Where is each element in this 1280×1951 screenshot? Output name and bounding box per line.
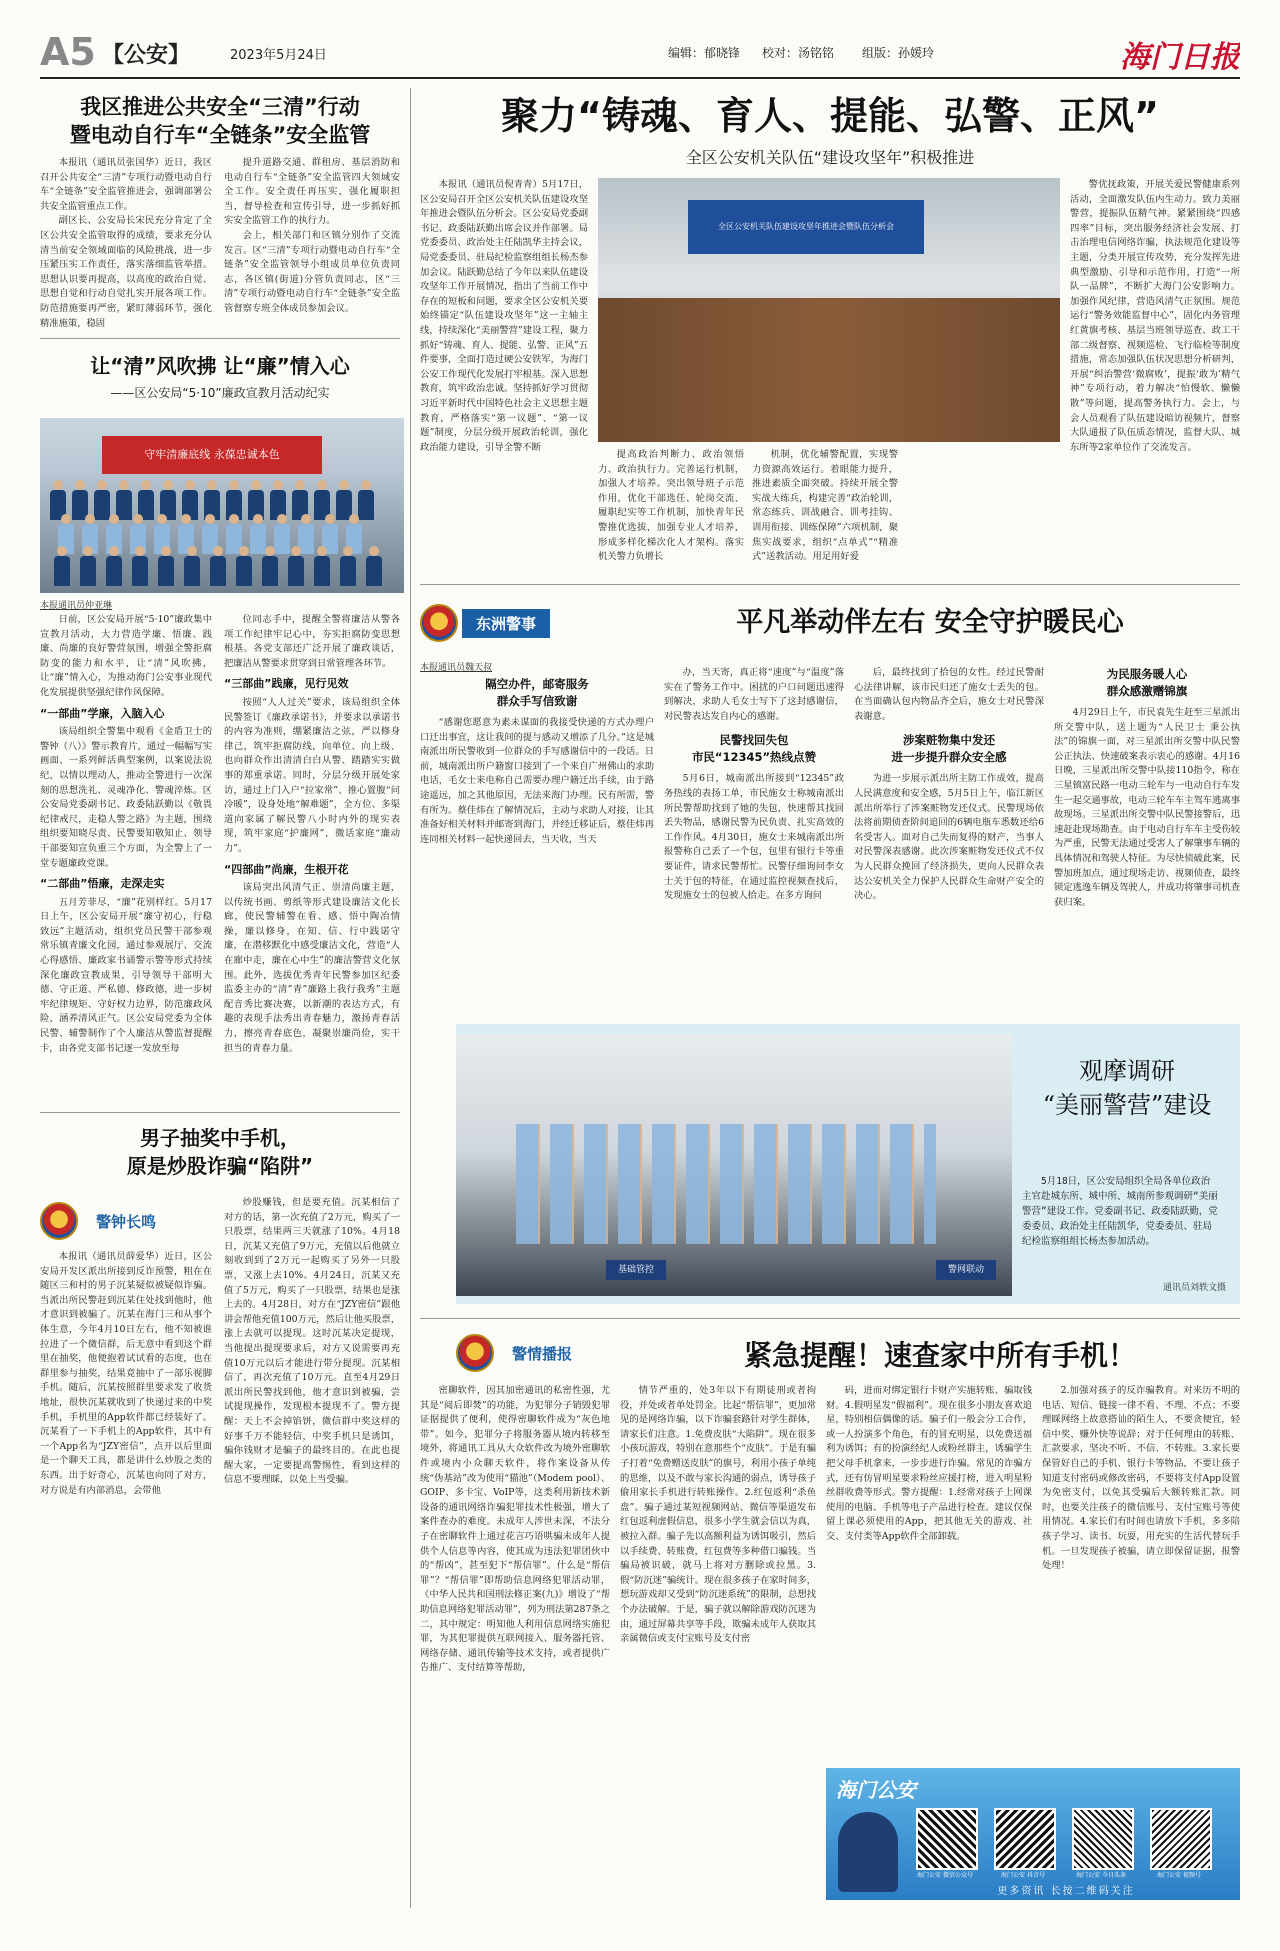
police-badge-icon: [420, 604, 458, 642]
meeting-tables: [598, 298, 1060, 442]
divider: [420, 584, 1240, 585]
art2-subtitle: 全区公安机关队伍“建设攻坚年”积极推进: [685, 148, 975, 167]
qr-code[interactable]: [1072, 1808, 1134, 1870]
qr-label: 海门公安 抖音号: [1001, 1872, 1045, 1879]
police-photo: [456, 1034, 1012, 1296]
qr-label: 海门公安 今日头条: [1076, 1872, 1126, 1879]
art4-col3: 后，最终找到了拾包的女性。经过民警耐心法律讲解，该市民归还了施女士丢失的包。在当面确认包内物品齐全后，施女士对民警深表谢意。 涉案赃物集中发还 进一步提升群众安全感 为进一步展示派出所主防工作成效，提高人民满意度和安全感，5月5日上午，临江新区派出所举行了涉案赃物发还仪式。民警现场依法将前期侦查阶间追回的6辆电瓶车悉数还给6名受害人。面对自己失而复得的财产，当事人对民警深表感谢。此次涉案赃物发还仪式不仅为人民群众挽回了经济损失，更向人民群众表达公安机关全力保护人民群众生命财产安全的决心。: [854, 667, 1044, 902]
police-badge-icon: [456, 1334, 494, 1372]
qr-code[interactable]: [1150, 1808, 1212, 1870]
group-photo: [40, 418, 404, 593]
page-header: [40, 30, 1240, 76]
art3-subtitle: ——区公安局“5·10”廉政宣教月活动纪实: [110, 386, 330, 400]
divider: [40, 338, 400, 339]
art4-col4: 为民服务暖人心 群众感激赠锦旗 4月29日上午，市民袁先生赶至三星派出所交警中队，送上题为“人民卫士 秉公执法”的锦旗一面，对三星派出所交警中队民警公正执法、快速破案表示衷心的感谢。4月16日晚，三星派出所交警中队接110指令，称在三星镇富民路一电动三轮车与一电动自行车发生一起交通事故，电动三轮车车主驾车逃离事故现场。三星派出所交警中队民警接警后，迅速赶赴现场勘查。由于电动自行车车主受伤较为严重，民警无法通过受害人了解肇事车辆的具体情况和驾驶人特征。为尽快侦破此案，民警加班加点，通过现场走访、视频侦查，最终锁定逃逸车辆及驾驶人，并成功将肇事司机查获归案。: [1054, 667, 1240, 908]
art7-headline: 紧急提醒！速查家中所有手机！: [743, 1339, 1136, 1372]
column-rule: [410, 88, 411, 1908]
art7-col4: 2.加强对孩子的反诈骗教育。对来历不明的电话、短信、链接一律不看、不理、不点；不要理睬网络上故意搭讪的陌生人，不要贪便宜，轻信中奖、赚外快等说辞；对于任何理由的转账、汇款要求，坚决不听、不信、不转账。3.家长要保管好自己的手机、银行卡等物品，不要让孩子知道支付密码或修改密码，不要将支付App设置为免密支付，以免其受骗后大额转账汇款。同时，也要关注孩子的微信账号、支付宝账号等使用情况。4.家长们有时间也请放下手机，多多陪孩子学习、读书、玩耍，用充实的生活代替玩手机。一旦发现孩子被骗，请立即保留证据，报警处理！: [1042, 1385, 1240, 1572]
crowd: [50, 480, 394, 590]
divider: [40, 1112, 400, 1113]
art7-col3: 码，进而对绑定银行卡财产实施转账、骗取钱财。4.假明星发“假福利”。现在很多小朋友喜欢追星，特别相信偶像的话。骗子们一般会分工合作，或一人扮演多个角色，有的冒充明星，以免费送福利为诱饵；有的扮演经纪人或粉丝群主，诱骗学生把父母手机拿来，一步步进行诈骗。常见的诈骗方式，还有仿冒明星要求粉丝应援打榜，进入明星粉丝群收费等形式。警方提醒：1.经常对孩子上网课使用的电脑、手机等电子产品进行检查。建议仅保留上课必须使用的App，把其他无关的游戏、社交、支付类等App软件全部卸载。: [826, 1385, 1032, 1542]
art1-headline: 我区推进公共安全“三清”行动 暨电动自行车“全链条”安全监管: [69, 95, 371, 147]
art4-headline: 平凡举动伴左右 安全守护暖民心: [736, 607, 1124, 638]
art3-headline: 让“清”风吹拂 让“廉”情入心: [90, 354, 350, 378]
newspaper-logo: 海门日报: [1120, 40, 1240, 75]
art2-col3: 机制，优化辅警配置，实现警力资源高效运行。着眼能力提升，推进素质全面突破。持续开展全警实战大练兵，构建完善“政治轮训，常态练兵、训战融合、训考挂钩、训用衔接、训练保障”六项机制，聚焦实战要求，组织“点单式”“精准式”送教活动。用足用好爱: [752, 449, 898, 563]
art2-col2: 提高政治判断力、政治领悟力、政治执行力。完善运行机制，加强人才培养。突出领导班子示范作用，优化干部选任、轮岗交流、履职纪实等工作机制，加快青年民警推优选拔，加强专业人才培养，形成多样化梯次化人才架构。落实机关警力负增长: [598, 449, 744, 563]
editor-credit: 编辑：郁晓锋: [668, 46, 741, 60]
art3-byline: 本报通讯员仲亚琳: [40, 601, 113, 611]
art2-col4: 警优抚政策，开展关爱民警健康系列活动，全面激发队伍内生动力。致力美丽警营，提振队伍精气神。紧紧围绕“四感四率”目标，突出服务经济社会发展、打击治理电信网络诈骗，执法规范化建设等主题，分类开展宣传攻势，充分发挥先进典型激励、引导和示范作用，打造“一所队一品牌”，不断扩大海门公安影响力。加强作风纪律，营造风清气正氛围。规范运行“警务效能监督中心”，固化内务管理红黄旗考核、基层当班领导巡查、政工干部二级督察、视频巡检、飞行临检等制度措施，常态加强队伍状况思想分析研判，开展“纠治警营‘微腐败’，提振‘敢为’精气神”专项行动，着力解决“怕慢软、懒懒散”等问题，提高警务执行力。会上，与会人员观看了队伍建设暗访视频片，督察大队通报了队伍质态情况，监督大队、城东所等2家单位作了交流发言。: [1070, 179, 1240, 453]
art2-headline: 聚力“铸魂、育人、提能、弘警、正风”: [501, 94, 1159, 138]
art1-col2: 提升道路交通、群租房、基层消防和电动自行车“全链条”安全监管四大领域安全工作。安全责任再压实，强化履职担当，督导检查和宣传引导，进一步抓好抓实安全监管工作的执行力。 会上，相关部门和区镇分别作了交流发言。区“三清”专项行动暨电动自行车“全链条”安全监管领导小组成员单位负责同志，各区镇(街道)分管负责同志，区“三清”专项行动暨电动自行车“全链条”安全监管督察专班全体成员参加会议。: [224, 157, 400, 314]
art6-section-tag: 警钟长鸣: [40, 1202, 170, 1240]
art1-col1: 本报讯（通讯员张国华）近日，我区召开公共安全“三清”专项行动暨电动自行车“全链条”安全监管推进会，强调部署公共安全监管重点工作。 副区长、公安局长宋民充分肯定了全区公共安全监管取得的成绩，要求充分认清当前安全领域面临的风险挑战，进一步压紧压实工作责任，落实落细监管举措。思想认识要再提高，以高度的政治自觉、思想自觉和行动自觉扎实开展各项工作。防范措施要再严密，紧盯薄弱环节，强化精准施策，稳固: [40, 157, 212, 328]
photo-banner: 守牢清廉底线 永葆忠诚本色: [102, 436, 322, 474]
qr-label: 海门公安 微信公众号: [917, 1872, 973, 1879]
promo-banner: [826, 1768, 1240, 1900]
art7-col1: 密聊软件，因其加密通讯的私密性强，尤其是“阅后即焚”的功能，为犯罪分子销毁犯罪证据提供了便利，使得密聊软件成为“灰色地带”。如今，犯罪分子将服务器从境内转移至境外，将通讯工具从大众软件改为境外密聊软件或境内小众聊天软件，将作案设备从传统“伪基站”改为使用“猫池”（Modem pool）、GOIP、多卡宝、VoIP等，这类利用新技术新设备的通讯网络诈骗犯罪技术性极强，增大了案件查办的难度。未成年人涉世未深，不法分子在密聊软件上通过花言巧语哄骗未成年人提供个人信息等内容，使其成为违法犯罪团伙中的“帮凶”，甚至犯下“帮信罪”。什么是“帮信罪”？“帮信罪”即帮助信息网络犯罪活动罪，《中华人民共和国刑法修正案(九)》增设了“帮助信息网络犯罪活动罪”，列为刑法第287条之二，其中规定：明知他人利用信息网络实施犯罪，为其犯罪提供互联网接入、服务器托管、网络存储、通讯传输等技术支持，或者提供广告推广、支付结算等帮助，: [420, 1385, 610, 1674]
art6-headline: 男子抽奖中手机， 原是炒股诈骗“陷阱”: [126, 1126, 314, 1178]
mascot: [838, 1812, 898, 1892]
art7-col2: 情节严重的，处3年以下有期徒刑或者拘役，并处或者单处罚金。比起“帮信罪”，更加常见的是网络诈骗，以下诈骗套路针对学生群体，请家长们注意。1.免费皮肤“大陷阱”。现在很多小孩玩游戏，特别在意那些个“皮肤”。于是有骗子打着“免费赠送皮肤”的旗号，利用小孩子单纯的思维，以及不敢与家长沟通的弱点，诱导孩子偷用家长手机进行转账操作。2.红包返利“杀鱼盘”。骗子通过某短视频网站、微信等渠道发布红包返利虚假信息，很多小学生就会信以为真，被拉入群。骗子先以高额利益为诱饵吸引，然后以手续费、转账费，红包费等多种借口骗钱。当骗局被识破，就马上将对方删除或拉黑。3.假“防沉迷”骗统计。现在很多孩子在家时间多，想玩游戏却又受到“防沉迷系统”的限制，总想找个办法破解。于是，骗子就以解除游戏防沉迷为由，通过屏幕共享等手段，欺骗未成年人获取其亲属微信或支付宝账号及支付密: [620, 1385, 816, 1645]
art4-byline: 本报通讯员魏天叔: [420, 663, 493, 673]
meeting-photo: [598, 178, 1060, 442]
meeting-screen: 全区公安机关队伍建设攻坚年推进会暨队伍分析会: [688, 200, 924, 254]
art4-col2: 办，当天寄，真正将“速度”与“温度”落实在了警务工作中。困扰的户口问题迅速得到解决，求助人毛女士写下了这封感谢信，对民警表达发自内心的感谢。 民警找回失包 市民“12345”热线点赞 5月6日，城南派出所接到“12345”政务热线的表扬工单，市民施女士称城南派出所民警帮助找到了她的失包，快速帮其找回丢失物品，感谢民警为民负责、扎实高效的工作作风。4月30日，施女士来城南派出所报警称自己丢了一个包，包里有银行卡等重要证件，请求民警帮忙。民警仔细询问李女士关于包的特征，在通过监控视频查找后，发现施女士的包被人拾走。在多方询问: [664, 667, 844, 902]
issue-date: 2023年5月24日: [230, 48, 327, 63]
proofreader-credit: 校对：汤铭铭: [762, 46, 835, 60]
police-badge-icon: [40, 1202, 78, 1240]
qr-label: 海门公安 视频号: [1157, 1872, 1201, 1879]
art6-col1: 本报讯（通讯员薛爱华）近日，区公安局开发区派出所接到反诈预警，粗在在随区三和村的男子沉某疑似被疑似诈骗。当派出所民警赶到沉某住处找到他时，他才意识到被骗了。沉某在海门三和从事个体生意，今年4月10日左右，他不知被谁拉进了一个微信群，后无意中看到这个群里在抽奖，他便抱着试试看的态度，也在群里参与抽奖，结果竟抽中了一部乐视脚手机。随后，沉某按照群里要求发了收货地址，很快沉某就收到了快递过来的中奖手机，手机里的App软件都已经装好了。沉某看了一下手机上的App软件，其中有一个App名为“JZY密信”，点开以后里面是一个聊天工具，都是讲什么炒股之类的东西。出于好奇心，沉某也向同了对方，对方说是有内部消息，会带他: [40, 1251, 212, 1496]
sign-board: 警网联动: [936, 1260, 996, 1280]
officer: [516, 1124, 936, 1244]
header-rule: [40, 77, 1240, 79]
art3-col2: 位同志手中，提醒全警将廉洁从警各项工作纪律牢记心中，夯实拒腐防变思想根基。各党支部还广泛开展了廉政谈话，把廉洁从警要求贯穿到日常管理各环节。 “三部曲”践廉，见行见效 按照“人人过关”要求，该局组织全体民警签订《廉政承诺书》，并要求以承诺书的内容为准则，绷紧廉洁之弦，严以修身律己，筑牢拒腐防线，向单位、向上级、也向群众作出清清白白从警、踏踏实实做事的郑重承诺。同时，分层分级开展处家访，通过上门入户“拉家常”、推心置腹“问冷暖”，设身处地“解难题”，全方位、多渠道向家属了解民警八小时内外的现实表现，筑牢家庭“护廉网”，微话家庭“廉动力”。 “四部曲”尚廉，生根开花 该局突出风清气正、崇清尚廉主题，以传统书画、剪纸等形式建设廉洁文化长廊，使民警辅警在看、感、悟中陶冶情操，廉以修身，在知、信、行中践诺守廉，在潜移默化中感受廉洁文化，营造“人在廊中走，廉在心中生”的廉洁警营文化氛围。此外，选拔优秀青年民警参加区纪委监委主办的“清”青”廉路上我行我秀”主题配音秀比赛决赛，以新潮的表达方式，有趣的表现手法秀出青春魅力，激扬青春活力，擦亮青春底色，凝聚崇廉尚俭，实干担当的青春力量。: [224, 614, 400, 1054]
art6-col2: 炒股赚钱，但是要充值。沉某相信了对方的话，第一次充值了2万元，购买了一只股票，结果两三天就涨了10%。4月18日，沉某又充值了9万元，充值以后他就立刻收到到了2万元一起购买了另外一只股票，又涨上去10%。4月24日，沉某又充值了5万元，购买了一只股票，结果也是涨上去的。4月28日，对方在“JZY密信”跟他讲会帮他充值100万元，然后让他买股票，涨上去就可以提现。这时沉某决定提现，当他提出提现要求后，对方又说需要再充值10万元以后才能进行带分提现。沉某相信了，再次充值了10万元。直至4月29日派出所民警找到他，他才意识到被骗，尝试提现操作，发现根本提现不了。警方提醒：天上不会掉馅饼，微信群中奖这样的好事千万不能轻信，中奖手机只是诱饵，骗你钱财才是骗子的最终目的。在此也提醒大家，一定要提高警惕性，看到这样的信息不要理睬，以免上当受骗。: [224, 1197, 400, 1486]
qr-code[interactable]: [916, 1808, 978, 1870]
art2-col1: 本报讯（通讯员倪青青）5月17日，区公安局召开全区公安机关队伍建设攻坚年推进会暨队伍分析会。区公安局党委副书记、政委陆跃勤出席会议并作部署。局党委委员、政治处主任陆凯华主持会议，局党委委员、驻局纪检监察组组长杨杰参加会议。陆跃勤总结了今年以来队伍建设攻坚年工作开展情况，指出了当前工作中存在的短板和问题，要求全区公安机关要始终锚定“队伍建设攻坚年”这一主轴主线，持续深化“美丽警营”建设工程，聚力抓好“铸魂、育人、提能、弘警、正风”五件要事，全面打造过硬公安铁军，为海门公安工作现代化发展打牢根基。深入思想教育，筑牢政治忠诚。坚持抓好学习贯彻习近平新时代中国特色社会主义思想主题教育，严格落实“第一议题”、“第一议题”制度，分层分级开展政治轮训，强化政治能力建设，引导全警不断: [420, 179, 588, 453]
art3-col1: 日前，区公安局开展“5·10”廉政集中宣教月活动，大力营造学廉、悟廉、践廉、尚廉的良好警营氛围，增强全警拒腐防变的能力和水平，让“清”风吹拂，让“廉”情入心，为推动海门公安事业现代化发展提供坚强纪律作风保障。 “一部曲”学廉，入脑入心 该局组织全警集中观看《金盾卫士的警钟（八）》警示教育片，通过一幅幅写实画面、一系列鲜活典型案例，以案说法说纪，以情以理动人，推动全警进行一次深刻的思想洗礼、灵魂净化、警魂淬炼。区公安局党委副书记、政委陆跃勤以《敬畏纪律戒尺，走稳人警之路》为主题，围绕组织要知晓尽责、民警要知敬知止、领导干部要知宣负重三个方面，为全警上了一堂专题廉政党课。 “二部曲”悟廉，走深走实 五月芳菲尽，“廉”花别样红。5月17日上午，区公安局开展“廉守初心，行稳致远”主题活动，组织党员民警干部参观常乐镇青廉文化园，通过参观展厅、交流心得感悟、廉政家书诵警示警等形式持续深化廉政宣教成果，引导领导干部明大德、守正道、严私德、修政德，进一步树牢纪律规矩、守好权力边界，防范廉政风险，涵养清风正气。区公安局党委为全体民警、辅警制作了个人廉洁从警监督提醒卡，由各党支部书记逐一发放至每: [40, 614, 212, 1054]
layout-credit: 组版：孙媛玲: [862, 46, 935, 60]
art7-section-tag: 警情播报: [456, 1334, 586, 1372]
art5-credit: 通讯员刘轶文摄: [1162, 1283, 1226, 1293]
divider: [420, 1318, 1240, 1319]
art4-col1: 隔空办件，邮寄服务 群众手写信致谢 “感谢您愿意为素未谋面的我接受快递的方式办理户口迁出事宜，这让我间的提与感动又增添了几分。”这是城南派出所民警收到一位群众的手写感谢信中的一段话。日前，城南派出所户籍窗口接到了一个来自广州佛山的求助电话，毛女士来电称自己需要办理户籍迁出手续，由于路途遥远，加之其他原因，无法来海门办理。民有所需，警有所为。蔡佳炜在了解情况后，主动与求助人对接，让其准备好相关材料并邮寄到海门，并经迁移证后，蔡佳炜再连同相关材料一起快递回去，当天收，当天: [420, 677, 654, 845]
art5-caption: 5月18日，区公安局组织全局各单位政治主官赴城东所、城中所、城南所参观调研“美丽警营”建设工作。党委副书记、政委陆跃勤，党委委员、政治处主任陆凯华，党委委员、驻局纪检监察组组长杨杰参加活动。: [1022, 1176, 1218, 1247]
sign-board: 基础管控: [606, 1260, 666, 1280]
page-number: A5: [40, 30, 96, 74]
art5-panel: [456, 1024, 1240, 1304]
promo-text: 更多资讯 长按二维码关注: [997, 1886, 1135, 1897]
art4-section-tag: 东洲警事: [420, 604, 550, 642]
section-name: 【公安】: [102, 43, 191, 68]
promo-brand: 海门公安: [836, 1778, 916, 1802]
qr-code[interactable]: [994, 1808, 1056, 1870]
art5-headline: 观摩调研 “美丽警营”建设: [1042, 1057, 1212, 1119]
